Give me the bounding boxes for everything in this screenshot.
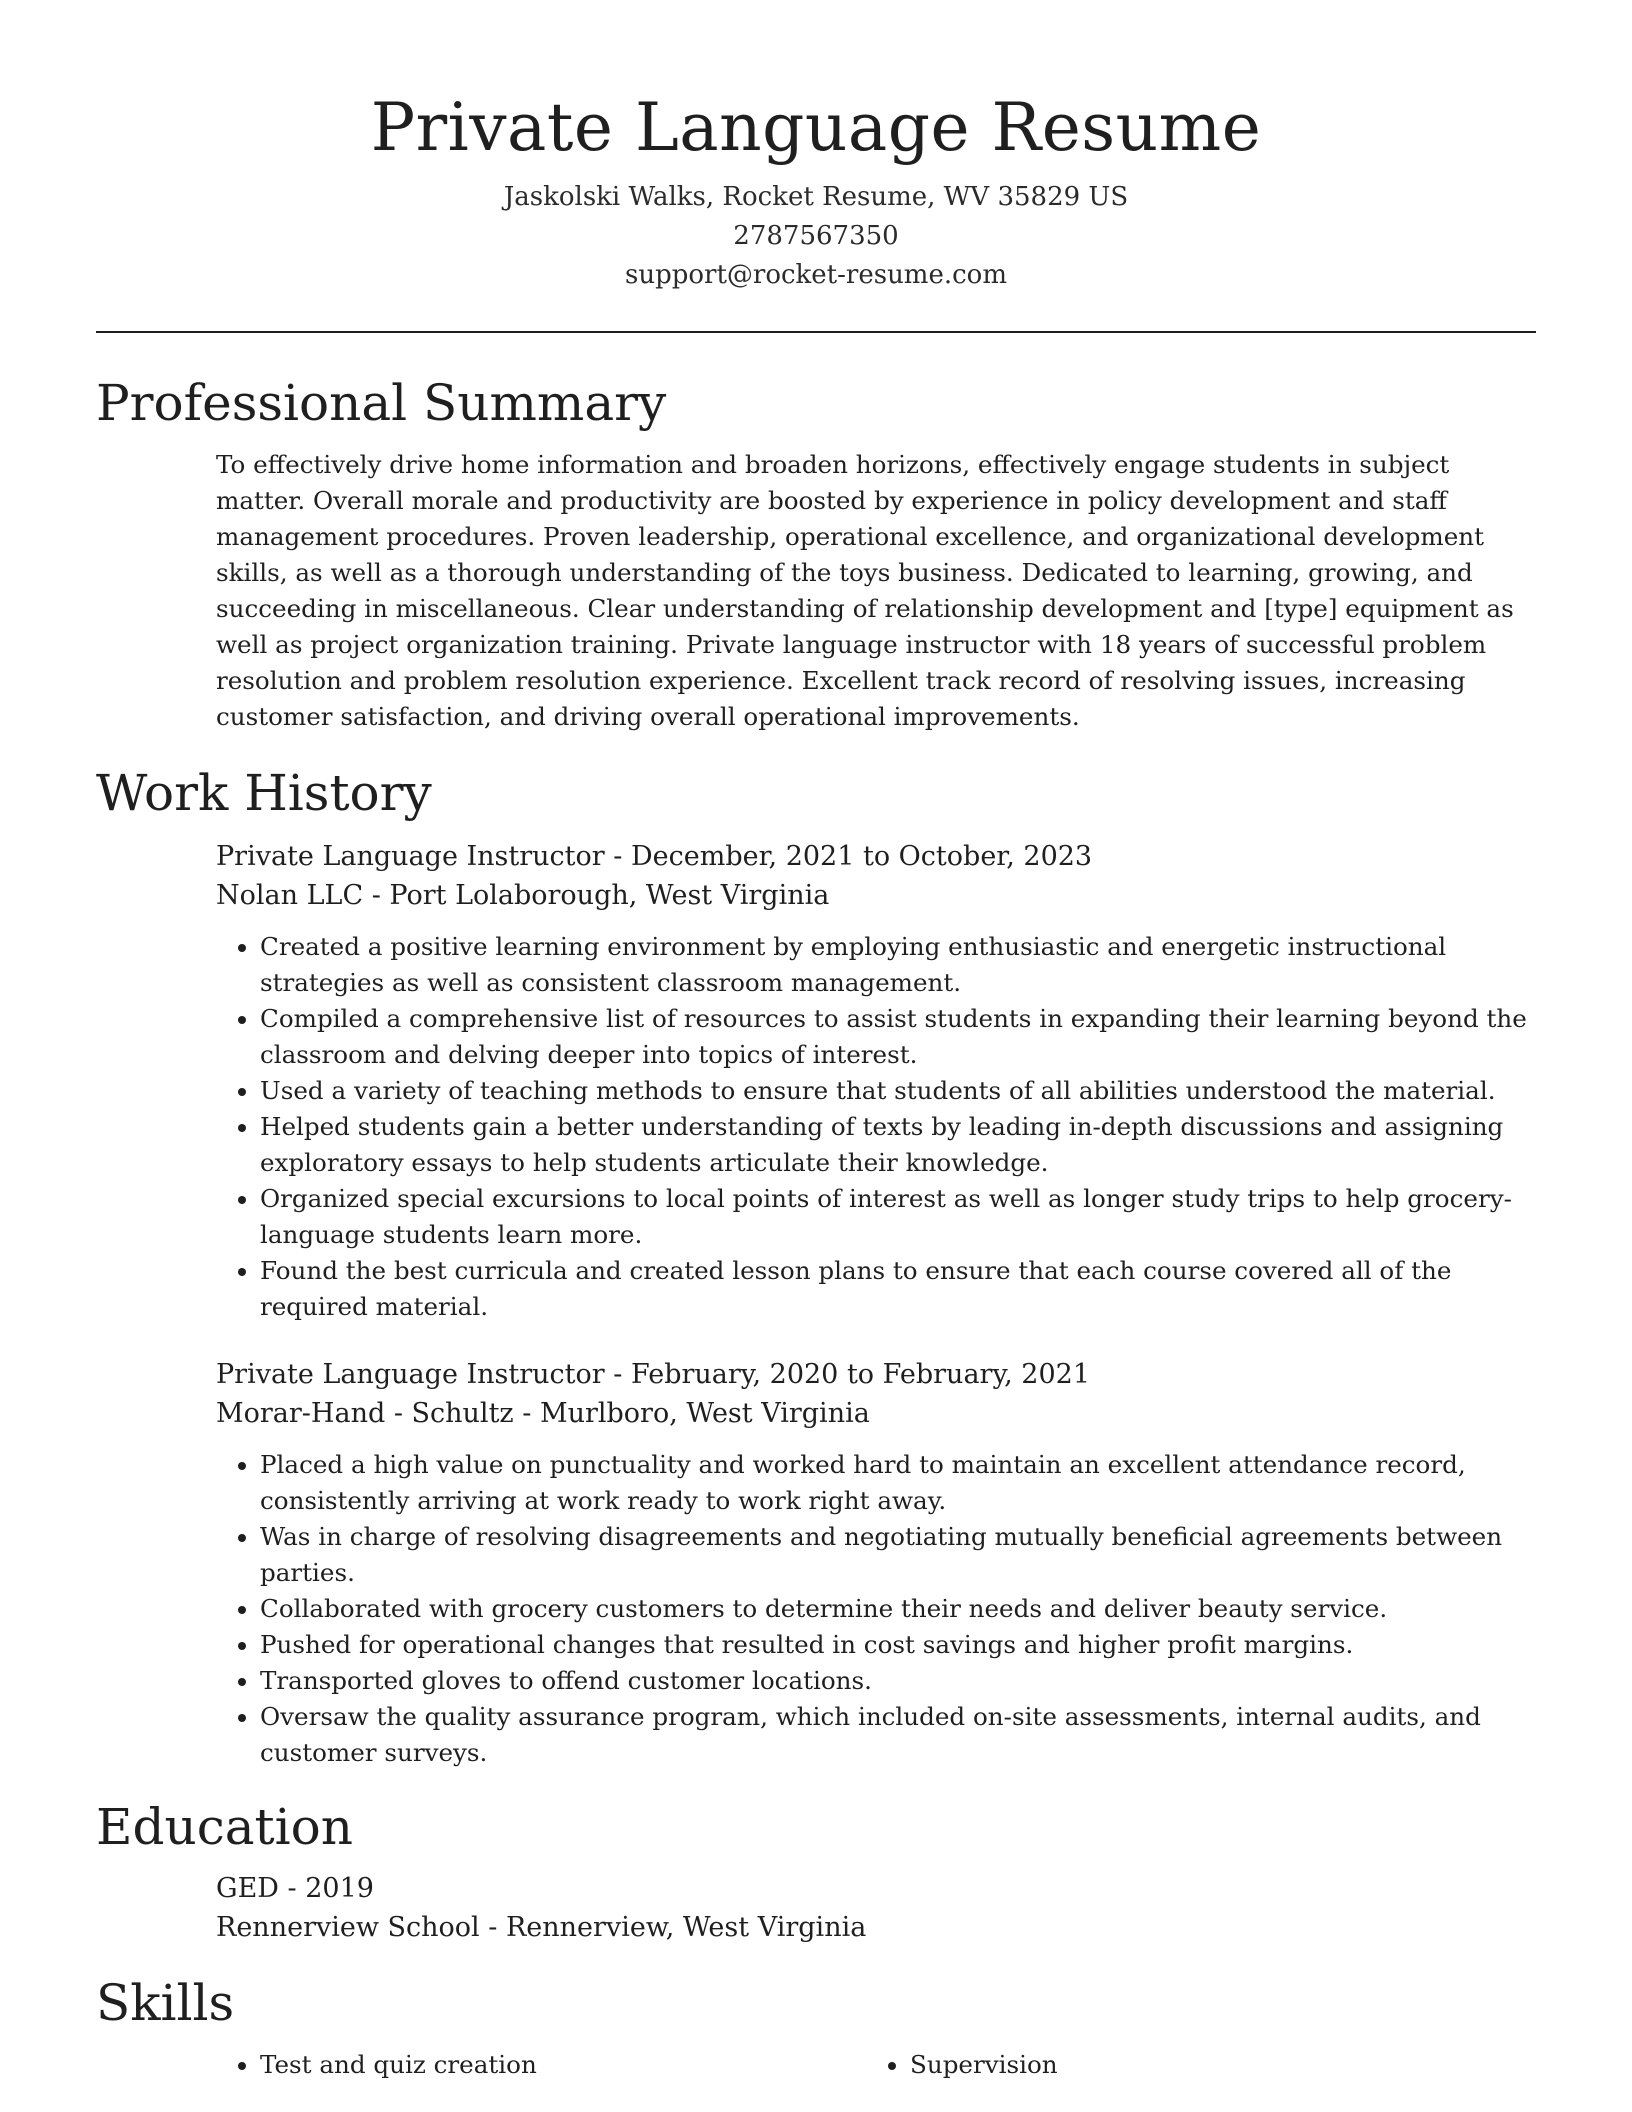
skills-column-right	[866, 2047, 1516, 2083]
job-company: Morar-Hand - Schultz	[216, 1398, 514, 1429]
job-location: - Murlboro, West Virginia	[513, 1398, 870, 1429]
list-item: • Transported gloves to offend customer locations.	[260, 1663, 1536, 1699]
summary-text: To effectively drive home information and broaden horizons, effectively engage students in subject matter. Overall morale and productivity are boosted by experience in policy development and staff management procedures. Proven leadership, operational excellence, and organizational development skills, as well as a thorough understanding of the toys business. Dedicated to learning, growing, and succeeding in miscellaneous. Clear understanding of relationship development and [type] equipment as well as project organization training. Private language instructor with 18 years of successful problem resolution and problem resolution experience. Excellent track record of resolving issues, increasing customer satisfaction, and driving overall operational improvements.	[216, 450, 1514, 731]
skills-section	[96, 1971, 1536, 2083]
list-item: • Used a variety of teaching methods to ensure that students of all abilities understood the material.	[260, 1073, 1536, 1109]
education-degree-line	[216, 1869, 1536, 1908]
summary-heading: Professional Summary	[96, 374, 667, 432]
list-item: • Found the best curricula and created lesson plans to ensure that each course covered all of the required material.	[260, 1253, 1536, 1325]
list-item: • Was in charge of resolving disagreements and negotiating mutually beneficial agreements between parties.	[260, 1519, 1536, 1591]
education-heading: Education	[96, 1798, 353, 1856]
job-role: Private Language Instructor	[216, 841, 605, 872]
job-entry	[96, 1355, 1536, 1771]
job-company: Nolan LLC	[216, 880, 364, 911]
work-history-section	[96, 761, 1536, 1771]
job-company-line	[216, 1394, 1536, 1433]
education-year: - 2019	[278, 1873, 374, 1904]
list-item: • Oversaw the quality assurance program, which included on-site assessments, internal audits, and customer surveys.	[260, 1699, 1536, 1771]
job-title-line	[216, 837, 1536, 876]
contact-email: support@rocket-resume.com	[624, 260, 1007, 290]
list-item: • Collaborated with grocery customers to determine their needs and deliver beauty service.	[260, 1591, 1536, 1627]
contact-phone: 2787567350	[733, 221, 899, 251]
skills-grid	[96, 2047, 1536, 2083]
education-section	[96, 1795, 1536, 1947]
list-item: • Compiled a comprehensive list of resources to assist students in expanding their learning beyond the classroom and delving deeper into topics of interest.	[260, 1001, 1536, 1073]
skills-heading: Skills	[96, 1974, 235, 2032]
education-school: Rennerview School	[216, 1912, 480, 1943]
job-dates: - December, 2021 to October, 2023	[604, 841, 1093, 872]
contact-address: Jaskolski Walks, Rocket Resume, WV 35829 US	[503, 182, 1129, 212]
job-title-line	[216, 1355, 1536, 1394]
list-item: • Organized special excursions to local points of interest as well as longer study trips to help grocery-language students learn more.	[260, 1181, 1536, 1253]
contact-block	[96, 178, 1536, 295]
skills-column-left	[216, 2047, 866, 2083]
education-degree: GED	[216, 1873, 279, 1904]
education-location: - Rennerview, West Virginia	[479, 1912, 867, 1943]
job-location: - Port Lolaborough, West Virginia	[363, 880, 830, 911]
job-dates: - February, 2020 to February, 2021	[604, 1359, 1090, 1390]
job-bullets	[216, 1447, 1536, 1771]
summary-section	[96, 371, 1536, 735]
list-item: • Placed a high value on punctuality and worked hard to maintain an excellent attendance record, consistently arriving at work ready to work right away.	[260, 1447, 1536, 1519]
list-item: • Test and quiz creation	[260, 2047, 866, 2083]
work-history-heading: Work History	[96, 764, 432, 822]
job-bullets	[216, 929, 1536, 1325]
job-entry	[96, 837, 1536, 1325]
resume-title: Private Language Resume	[370, 89, 1262, 166]
list-item: • Created a positive learning environment by employing enthusiastic and energetic instructional strategies as well as consistent classroom management.	[260, 929, 1536, 1001]
job-role: Private Language Instructor	[216, 1359, 605, 1390]
list-item: • Pushed for operational changes that resulted in cost savings and higher profit margins.	[260, 1627, 1536, 1663]
list-item: • Supervision	[910, 2047, 1516, 2083]
header-divider	[96, 331, 1536, 333]
job-company-line	[216, 876, 1536, 915]
resume-header	[96, 0, 1536, 295]
list-item: • Helped students gain a better understanding of texts by leading in-depth discussions and assigning exploratory essays to help students articulate their knowledge.	[260, 1109, 1536, 1181]
education-school-line	[216, 1908, 1536, 1947]
